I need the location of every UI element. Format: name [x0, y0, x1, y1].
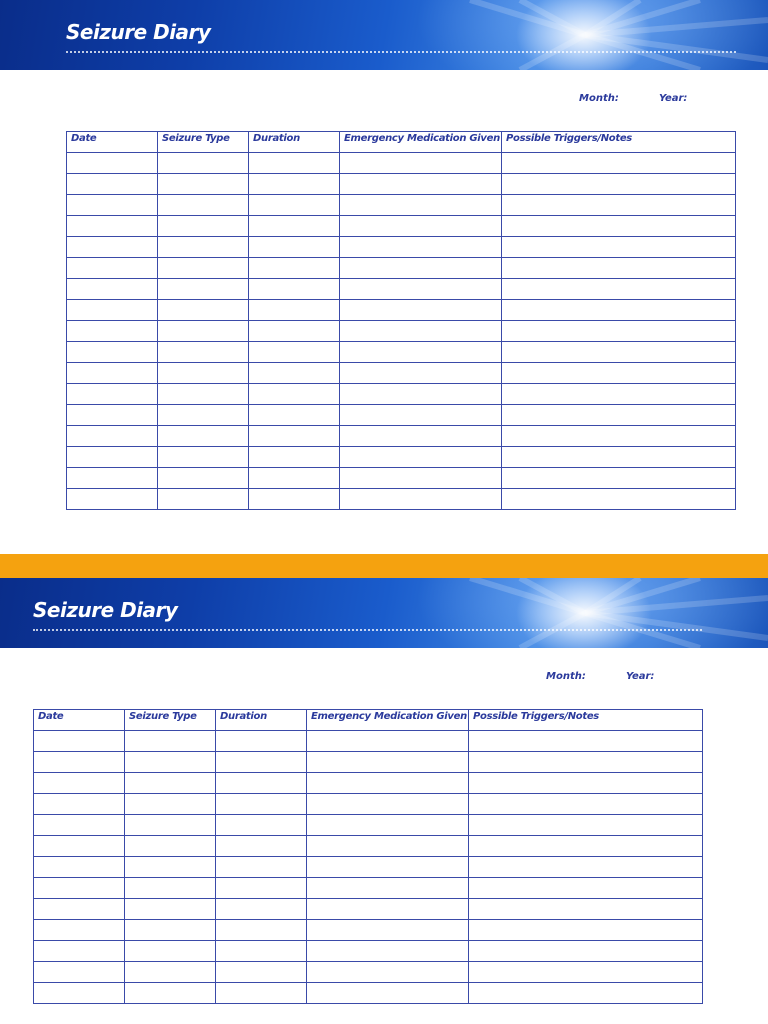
column-header-date: Date	[34, 710, 125, 731]
emergency-medication-cell[interactable]	[307, 920, 469, 941]
seizure-type-cell[interactable]	[158, 447, 249, 468]
seizure-type-cell[interactable]	[158, 405, 249, 426]
table-row	[34, 857, 703, 878]
emergency-medication-cell[interactable]	[307, 731, 469, 752]
duration-cell[interactable]	[249, 405, 340, 426]
table-row	[67, 300, 736, 321]
date-cell[interactable]	[67, 153, 158, 174]
header-banner	[0, 578, 768, 648]
table-row	[67, 489, 736, 510]
triggers-notes-cell[interactable]	[502, 321, 736, 342]
date-cell[interactable]	[67, 384, 158, 405]
triggers-notes-cell[interactable]	[469, 941, 703, 962]
date-cell[interactable]	[34, 878, 125, 899]
table-row	[34, 920, 703, 941]
triggers-notes-cell[interactable]	[469, 794, 703, 815]
duration-cell[interactable]	[249, 153, 340, 174]
date-cell[interactable]	[34, 815, 125, 836]
table-row	[67, 405, 736, 426]
seizure-type-cell[interactable]	[158, 384, 249, 405]
seizure-type-cell[interactable]	[125, 857, 216, 878]
date-cell[interactable]	[67, 300, 158, 321]
table-row	[67, 342, 736, 363]
triggers-notes-cell[interactable]	[502, 174, 736, 195]
month-label: Month:	[546, 671, 586, 682]
triggers-notes-cell[interactable]	[502, 216, 736, 237]
triggers-notes-cell[interactable]	[502, 489, 736, 510]
emergency-medication-cell[interactable]	[307, 983, 469, 1004]
date-cell[interactable]	[34, 941, 125, 962]
seizure-type-cell[interactable]	[125, 878, 216, 899]
triggers-notes-cell[interactable]	[502, 195, 736, 216]
triggers-notes-cell[interactable]	[502, 279, 736, 300]
triggers-notes-cell[interactable]	[502, 342, 736, 363]
duration-cell[interactable]	[249, 363, 340, 384]
emergency-medication-cell[interactable]	[340, 216, 502, 237]
seizure-type-cell[interactable]	[158, 363, 249, 384]
table-row	[34, 773, 703, 794]
date-cell[interactable]	[67, 174, 158, 195]
date-cell[interactable]	[34, 899, 125, 920]
table-row	[67, 321, 736, 342]
emergency-medication-cell[interactable]	[307, 962, 469, 983]
emergency-medication-cell[interactable]	[307, 794, 469, 815]
seizure-type-cell[interactable]	[125, 815, 216, 836]
duration-cell[interactable]	[216, 920, 307, 941]
triggers-notes-cell[interactable]	[469, 752, 703, 773]
duration-cell[interactable]	[216, 941, 307, 962]
table-row	[34, 962, 703, 983]
triggers-notes-cell[interactable]	[502, 300, 736, 321]
duration-cell[interactable]	[216, 794, 307, 815]
table-row	[67, 195, 736, 216]
triggers-notes-cell[interactable]	[469, 836, 703, 857]
emergency-medication-cell[interactable]	[340, 405, 502, 426]
seizure-type-cell[interactable]	[158, 426, 249, 447]
duration-cell[interactable]	[216, 857, 307, 878]
seizure-type-cell[interactable]	[125, 941, 216, 962]
date-cell[interactable]	[67, 279, 158, 300]
emergency-medication-cell[interactable]	[340, 447, 502, 468]
triggers-notes-cell[interactable]	[502, 468, 736, 489]
date-cell[interactable]	[67, 321, 158, 342]
date-cell[interactable]	[67, 468, 158, 489]
table-row	[67, 174, 736, 195]
date-cell[interactable]	[34, 731, 125, 752]
seizure-type-cell[interactable]	[125, 983, 216, 1004]
column-header-emergency-medication: Emergency Medication Given	[340, 132, 502, 153]
triggers-notes-cell[interactable]	[469, 983, 703, 1004]
emergency-medication-cell[interactable]	[307, 878, 469, 899]
emergency-medication-cell[interactable]	[340, 321, 502, 342]
duration-cell[interactable]	[249, 468, 340, 489]
month-label: Month:	[579, 93, 619, 104]
triggers-notes-cell[interactable]	[469, 899, 703, 920]
table-row	[34, 836, 703, 857]
emergency-medication-cell[interactable]	[307, 899, 469, 920]
column-header-date: Date	[67, 132, 158, 153]
duration-cell[interactable]	[249, 489, 340, 510]
seizure-type-cell[interactable]	[125, 773, 216, 794]
duration-cell[interactable]	[249, 195, 340, 216]
duration-cell[interactable]	[216, 731, 307, 752]
seizure-type-cell[interactable]	[158, 153, 249, 174]
emergency-medication-cell[interactable]	[340, 489, 502, 510]
table-row	[34, 815, 703, 836]
date-cell[interactable]	[67, 363, 158, 384]
triggers-notes-cell[interactable]	[469, 815, 703, 836]
column-header-seizure-type: Seizure Type	[158, 132, 249, 153]
year-label: Year:	[659, 93, 688, 104]
column-header-triggers-notes: Possible Triggers/Notes	[502, 132, 736, 153]
duration-cell[interactable]	[249, 426, 340, 447]
date-cell[interactable]	[34, 920, 125, 941]
emergency-medication-cell[interactable]	[340, 195, 502, 216]
emergency-medication-cell[interactable]	[307, 857, 469, 878]
table-row	[67, 468, 736, 489]
table-row	[67, 153, 736, 174]
triggers-notes-cell[interactable]	[502, 447, 736, 468]
table-row	[67, 216, 736, 237]
emergency-medication-cell[interactable]	[307, 941, 469, 962]
date-cell[interactable]	[34, 962, 125, 983]
seizure-type-cell[interactable]	[158, 237, 249, 258]
table-row	[34, 899, 703, 920]
seizure-type-cell[interactable]	[158, 321, 249, 342]
seizure-type-cell[interactable]	[125, 920, 216, 941]
seizure-type-cell[interactable]	[158, 489, 249, 510]
duration-cell[interactable]	[249, 279, 340, 300]
emergency-medication-cell[interactable]	[340, 153, 502, 174]
duration-cell[interactable]	[216, 962, 307, 983]
table-row	[34, 794, 703, 815]
date-cell[interactable]	[34, 752, 125, 773]
column-header-duration: Duration	[216, 710, 307, 731]
seizure-type-cell[interactable]	[125, 899, 216, 920]
seizure-type-cell[interactable]	[125, 731, 216, 752]
emergency-medication-cell[interactable]	[340, 342, 502, 363]
seizure-type-cell[interactable]	[125, 752, 216, 773]
triggers-notes-cell[interactable]	[502, 237, 736, 258]
year-label: Year:	[626, 671, 655, 682]
column-header-emergency-medication: Emergency Medication Given	[307, 710, 469, 731]
date-cell[interactable]	[67, 447, 158, 468]
table-row	[34, 983, 703, 1004]
seizure-type-cell[interactable]	[158, 342, 249, 363]
triggers-notes-cell[interactable]	[469, 857, 703, 878]
date-cell[interactable]	[67, 195, 158, 216]
date-cell[interactable]	[67, 405, 158, 426]
date-cell[interactable]	[67, 342, 158, 363]
duration-cell[interactable]	[216, 836, 307, 857]
duration-cell[interactable]	[216, 899, 307, 920]
emergency-medication-cell[interactable]	[340, 468, 502, 489]
diary-table	[66, 131, 736, 510]
date-cell[interactable]	[67, 426, 158, 447]
emergency-medication-cell[interactable]	[340, 300, 502, 321]
duration-cell[interactable]	[249, 174, 340, 195]
duration-cell[interactable]	[249, 216, 340, 237]
table-row	[34, 941, 703, 962]
table-row	[34, 731, 703, 752]
table-row	[67, 447, 736, 468]
triggers-notes-cell[interactable]	[502, 405, 736, 426]
triggers-notes-cell[interactable]	[469, 920, 703, 941]
date-cell[interactable]	[67, 216, 158, 237]
emergency-medication-cell[interactable]	[340, 384, 502, 405]
triggers-notes-cell[interactable]	[502, 384, 736, 405]
duration-cell[interactable]	[249, 321, 340, 342]
duration-cell[interactable]	[216, 878, 307, 899]
orange-divider-bar	[0, 554, 768, 578]
emergency-medication-cell[interactable]	[307, 752, 469, 773]
triggers-notes-cell[interactable]	[502, 153, 736, 174]
emergency-medication-cell[interactable]	[307, 815, 469, 836]
emergency-medication-cell[interactable]	[340, 279, 502, 300]
triggers-notes-cell[interactable]	[502, 363, 736, 384]
table-body	[67, 153, 736, 510]
date-cell[interactable]	[67, 237, 158, 258]
page-title: Seizure Diary	[66, 20, 211, 44]
table-row	[67, 426, 736, 447]
date-cell[interactable]	[34, 983, 125, 1004]
seizure-type-cell[interactable]	[158, 279, 249, 300]
triggers-notes-cell[interactable]	[502, 426, 736, 447]
emergency-medication-cell[interactable]	[340, 237, 502, 258]
table-row	[67, 258, 736, 279]
seizure-type-cell[interactable]	[158, 174, 249, 195]
emergency-medication-cell[interactable]	[340, 174, 502, 195]
column-header-seizure-type: Seizure Type	[125, 710, 216, 731]
date-cell[interactable]	[34, 836, 125, 857]
emergency-medication-cell[interactable]	[340, 363, 502, 384]
table-header-row	[67, 132, 736, 153]
header-banner	[0, 0, 768, 70]
date-cell[interactable]	[34, 794, 125, 815]
seizure-type-cell[interactable]	[158, 300, 249, 321]
duration-cell[interactable]	[216, 752, 307, 773]
triggers-notes-cell[interactable]	[469, 731, 703, 752]
date-cell[interactable]	[67, 489, 158, 510]
table-row	[34, 752, 703, 773]
table-row	[67, 384, 736, 405]
seizure-type-cell[interactable]	[158, 468, 249, 489]
duration-cell[interactable]	[216, 773, 307, 794]
triggers-notes-cell[interactable]	[469, 773, 703, 794]
seizure-type-cell[interactable]	[158, 216, 249, 237]
duration-cell[interactable]	[249, 258, 340, 279]
table-row	[67, 279, 736, 300]
duration-cell[interactable]	[249, 384, 340, 405]
duration-cell[interactable]	[249, 237, 340, 258]
table-row	[67, 237, 736, 258]
column-header-triggers-notes: Possible Triggers/Notes	[469, 710, 703, 731]
dotted-rule	[33, 629, 702, 631]
triggers-notes-cell[interactable]	[502, 258, 736, 279]
seizure-type-cell[interactable]	[125, 836, 216, 857]
duration-cell[interactable]	[249, 447, 340, 468]
dotted-rule	[66, 51, 736, 53]
date-cell[interactable]	[67, 258, 158, 279]
triggers-notes-cell[interactable]	[469, 878, 703, 899]
diary-table	[33, 709, 703, 1004]
emergency-medication-cell[interactable]	[340, 426, 502, 447]
duration-cell[interactable]	[216, 815, 307, 836]
date-cell[interactable]	[34, 857, 125, 878]
emergency-medication-cell[interactable]	[307, 836, 469, 857]
seizure-type-cell[interactable]	[158, 258, 249, 279]
duration-cell[interactable]	[249, 300, 340, 321]
duration-cell[interactable]	[216, 983, 307, 1004]
column-header-duration: Duration	[249, 132, 340, 153]
page-title: Seizure Diary	[33, 598, 178, 622]
triggers-notes-cell[interactable]	[469, 962, 703, 983]
emergency-medication-cell[interactable]	[340, 258, 502, 279]
seizure-type-cell[interactable]	[125, 962, 216, 983]
table-row	[67, 363, 736, 384]
date-cell[interactable]	[34, 773, 125, 794]
emergency-medication-cell[interactable]	[307, 773, 469, 794]
table-body	[34, 731, 703, 1004]
duration-cell[interactable]	[249, 342, 340, 363]
seizure-type-cell[interactable]	[158, 195, 249, 216]
table-header-row	[34, 710, 703, 731]
table-row	[34, 878, 703, 899]
seizure-type-cell[interactable]	[125, 794, 216, 815]
